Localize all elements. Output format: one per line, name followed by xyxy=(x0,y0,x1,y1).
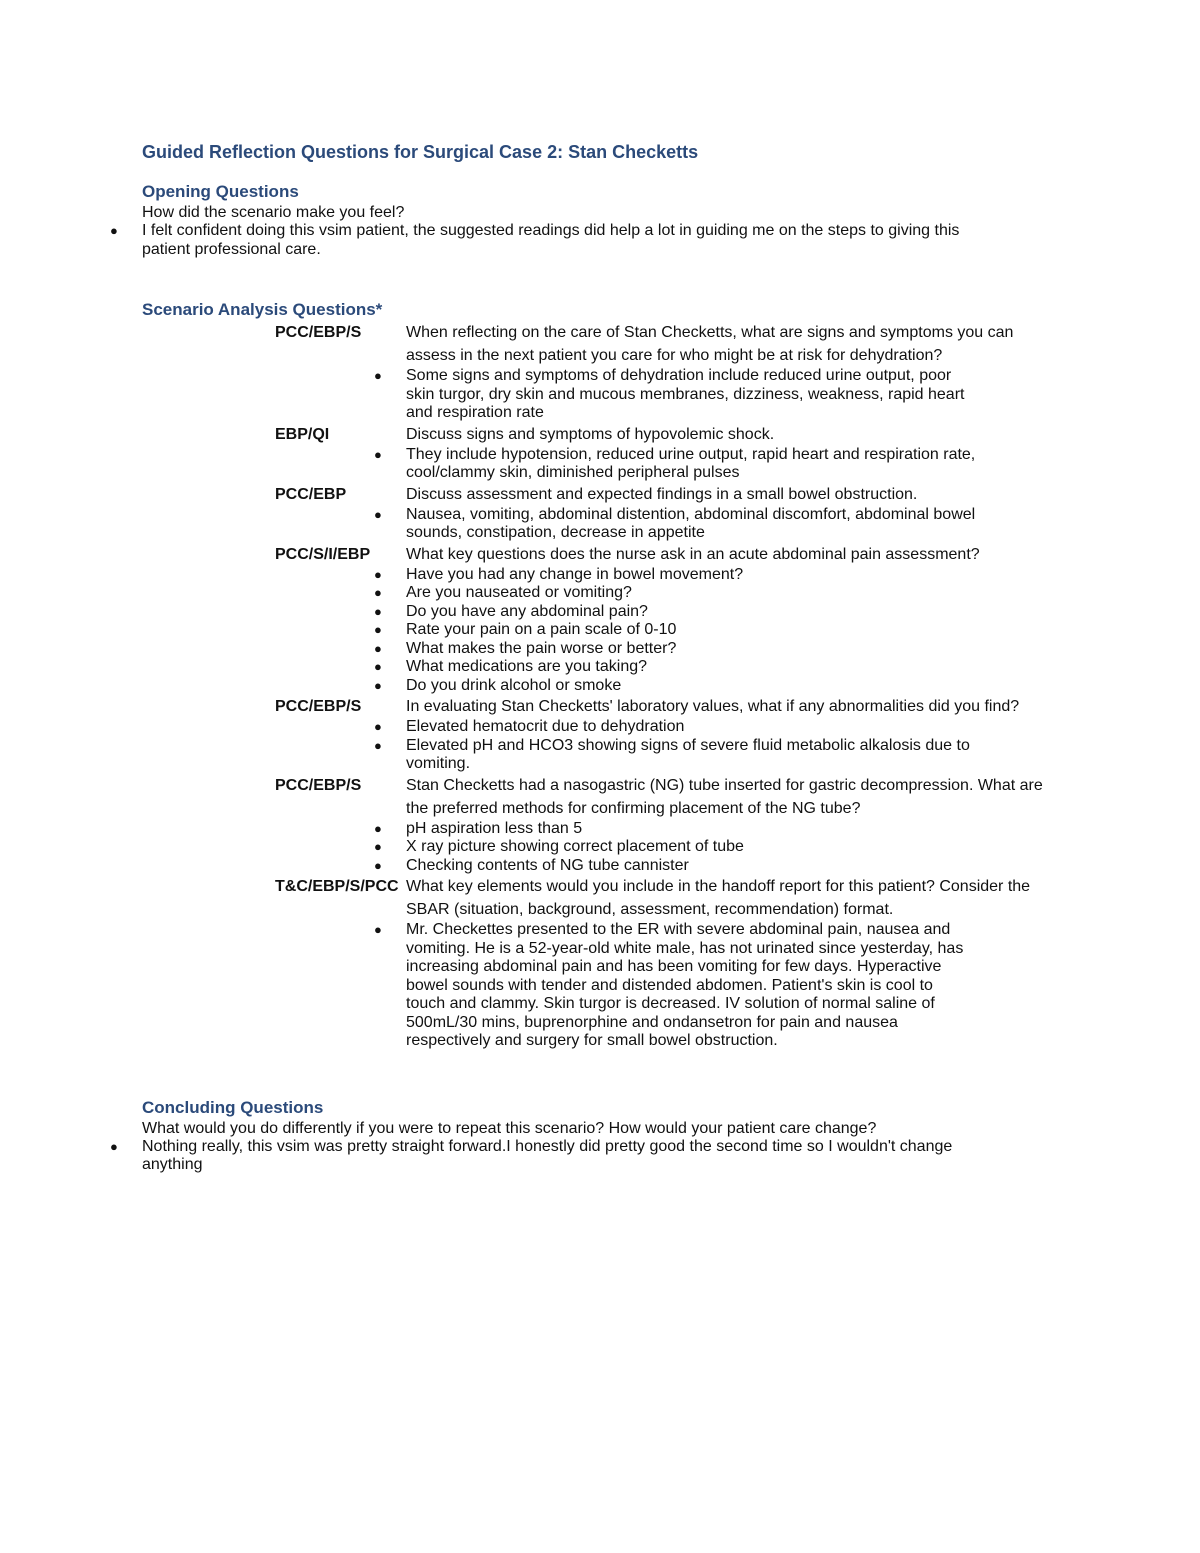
answer-text: Elevated hematocrit due to dehydration xyxy=(406,718,685,735)
opening-questions-heading: Opening Questions xyxy=(142,182,299,201)
list-item xyxy=(374,676,976,696)
opening-question: How did the scenario make you feel? xyxy=(142,204,405,221)
list-item xyxy=(374,602,976,622)
answer-list xyxy=(374,921,976,1051)
answer-text: They include hypotension, reduced urine output, rapid heart and respiration rate, cool/clammy skin, diminished peripheral pulses xyxy=(406,445,976,481)
list-item xyxy=(374,621,976,640)
answer-text: What medications are you taking? xyxy=(406,658,648,675)
list-item xyxy=(374,838,976,857)
answer-text: Do you drink alcohol or smoke xyxy=(406,676,622,694)
answer-text: Mr. Checkettes presented to the ER with severe abdominal pain, nausea and vomiting. He is a 52-year-old white male, has not urinated since yesterday, has increasing abdominal pain and has been vomiting for few days. Hyperactive bowel sounds with tender and distended abdomen. Patient's skin is cool to touch and clammy. Skin turgor is decreased. IV solution of normal saline of 500mL/30 mins, buprenorphine and ondansetron for pain and nausea respectively and surgery for small bowel obstruction. xyxy=(406,921,964,1049)
bullet-icon: ● xyxy=(374,446,382,462)
bullet-icon: ● xyxy=(374,677,382,693)
bullet-icon: ● xyxy=(374,737,382,753)
question-body xyxy=(374,543,1066,696)
bullet-icon: ● xyxy=(374,640,382,656)
bullet-icon: ● xyxy=(374,368,382,383)
scenario-question xyxy=(275,321,1200,423)
list-item xyxy=(110,1137,992,1175)
question-body xyxy=(374,695,1066,774)
bullet-icon: ● xyxy=(374,506,382,522)
bullet-icon: ● xyxy=(374,922,382,937)
answer-text: pH aspiration less than 5 xyxy=(406,819,583,837)
bullet-icon: ● xyxy=(374,566,382,582)
scenario-question xyxy=(275,875,1200,1051)
question-code: PCC/EBP/S xyxy=(275,776,362,794)
question-body xyxy=(374,483,1066,543)
bullet-icon: ● xyxy=(110,1138,118,1154)
question-body xyxy=(374,774,1066,876)
answer-list xyxy=(374,505,976,543)
question-code: EBP/QI xyxy=(275,425,330,443)
bullet-icon: ● xyxy=(374,603,382,619)
bullet-icon: ● xyxy=(374,839,382,854)
scenario-question xyxy=(275,483,1200,543)
question-body xyxy=(374,423,1066,483)
list-item xyxy=(374,921,976,1051)
answer-text: Are you nauseated or vomiting? xyxy=(406,584,632,601)
answer-text: Some signs and symptoms of dehydration include reduced urine output, poor skin turgor, dry skin and mucous membranes, dizziness, weakness, rapid heart and respiration rate xyxy=(406,367,965,421)
question-code: T&C/EBP/S/PCC xyxy=(275,878,399,895)
answer-text: What makes the pain worse or better? xyxy=(406,639,677,657)
answer-text: Elevated pH and HCO3 showing signs of severe fluid metabolic alkalosis due to vomiting. xyxy=(406,736,970,772)
scenario-question xyxy=(275,695,1200,774)
scenario-question xyxy=(275,774,1200,876)
list-item xyxy=(374,736,976,774)
list-item xyxy=(374,505,976,543)
answer-text: Nausea, vomiting, abdominal distention, abdominal discomfort, abdominal bowel sounds, constipation, decrease in appetite xyxy=(406,505,976,541)
answer-text: Rate your pain on a pain scale of 0-10 xyxy=(406,621,677,638)
question-code: PCC/EBP/S xyxy=(275,698,362,715)
bullet-icon: ● xyxy=(374,585,382,600)
answer-list xyxy=(374,565,976,696)
list-item xyxy=(374,819,976,839)
list-item xyxy=(374,718,976,737)
question-code: PCC/S/I/EBP xyxy=(275,545,371,563)
answer-text: Checking contents of NG tube cannister xyxy=(406,856,689,874)
list-item xyxy=(374,445,976,483)
bullet-icon: ● xyxy=(110,223,118,238)
list-item xyxy=(110,222,972,259)
list-item xyxy=(374,565,976,585)
concluding-questions-heading: Concluding Questions xyxy=(142,1097,324,1117)
bullet-icon: ● xyxy=(374,820,382,836)
question-text: Discuss assessment and expected findings in a small bowel obstruction. xyxy=(406,485,918,503)
list-item xyxy=(374,584,976,603)
question-text: Discuss signs and symptoms of hypovolemic shock. xyxy=(406,425,775,443)
list-item xyxy=(374,658,976,677)
concluding-question: What would you do differently if you were to repeat this scenario? How would your patient care change? xyxy=(142,1119,877,1137)
answer-text: Have you had any change in bowel movement? xyxy=(406,565,744,583)
question-text: What key elements would you include in the handoff report for this patient? Consider the SBAR (situation, background, assessment, recommendation) format. xyxy=(406,878,1031,918)
answer-text: I felt confident doing this vsim patient, the suggested readings did help a lot in guiding me on the steps to giving this patient professional care. xyxy=(142,222,960,258)
question-body xyxy=(374,321,1066,423)
question-text: In evaluating Stan Checketts' laboratory values, what if any abnormalities did you find? xyxy=(406,698,1020,715)
opening-answers xyxy=(110,222,972,259)
concluding-answers xyxy=(110,1137,992,1175)
answer-list xyxy=(374,718,976,774)
bullet-icon: ● xyxy=(374,857,382,873)
bullet-icon: ● xyxy=(374,622,382,637)
question-code: PCC/EBP xyxy=(275,485,347,503)
list-item xyxy=(374,856,976,876)
document-title: Guided Reflection Questions for Surgical Case 2: Stan Checketts xyxy=(142,142,699,162)
scenario-question xyxy=(275,423,1200,483)
scenario-questions xyxy=(142,321,1200,1051)
list-item xyxy=(374,367,976,423)
answer-list xyxy=(374,367,976,423)
question-text: When reflecting on the care of Stan Checketts, what are signs and symptoms you can assess in the next patient you care for who might be at risk for dehydration? xyxy=(406,324,1014,364)
question-text: Stan Checketts had a nasogastric (NG) tube inserted for gastric decompression. What are the preferred methods for confirming placement of the NG tube? xyxy=(406,776,1043,817)
scenario-question xyxy=(275,543,1200,696)
question-code: PCC/EBP/S xyxy=(275,324,362,341)
list-item xyxy=(374,639,976,659)
answer-list xyxy=(374,819,976,876)
question-text: What key questions does the nurse ask in an acute abdominal pain assessment? xyxy=(406,545,980,563)
answer-text: Nothing really, this vsim was pretty straight forward.I honestly did pretty good the second time so I wouldn't change anything xyxy=(142,1137,953,1173)
question-body xyxy=(374,875,1066,1051)
answer-text: X ray picture showing correct placement of tube xyxy=(406,838,744,855)
bullet-icon: ● xyxy=(374,659,382,674)
bullet-icon: ● xyxy=(374,719,382,734)
scenario-analysis-heading: Scenario Analysis Questions* xyxy=(142,300,383,319)
answer-list xyxy=(374,445,976,483)
answer-text: Do you have any abdominal pain? xyxy=(406,602,648,620)
